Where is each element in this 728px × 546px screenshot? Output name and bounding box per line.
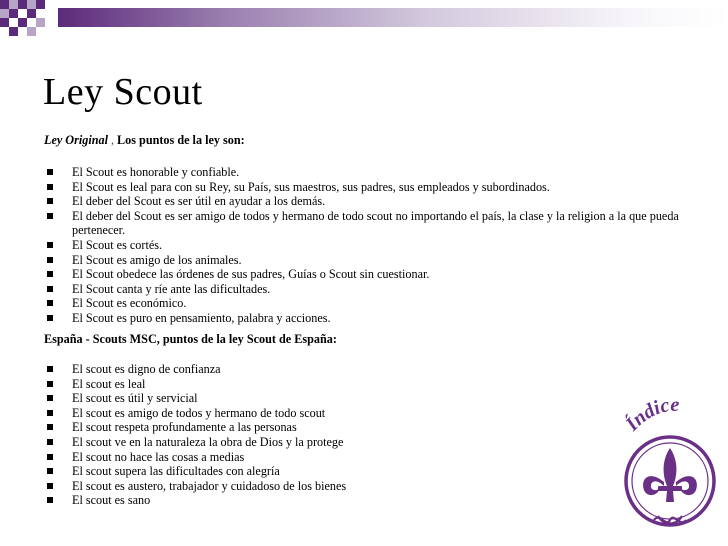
bullet-icon xyxy=(47,483,53,489)
header-gradient-bar xyxy=(58,8,728,27)
bullet-icon xyxy=(47,424,53,430)
index-link-label: Índice xyxy=(621,393,680,436)
list-item: El scout es sano xyxy=(44,493,694,508)
bullet-icon xyxy=(47,271,53,277)
index-link-button[interactable] xyxy=(614,386,724,536)
bullet-icon xyxy=(47,286,53,292)
list-item: El scout supera las dificultades con alegría xyxy=(44,464,694,479)
section1-heading-italic: Ley Original xyxy=(44,133,108,147)
bullet-icon xyxy=(47,315,53,321)
fleur-de-lis-icon xyxy=(643,448,697,502)
section1-heading-text: Los puntos de la ley son: xyxy=(117,133,245,147)
list-item: El scout ve en la naturaleza la obra de Dios y la protege xyxy=(44,435,694,450)
list-item: El Scout es leal para con su Rey, su País, sus maestros, sus padres, sus empleados y subordinados. xyxy=(44,180,694,195)
list-item: El deber del Scout es ser amigo de todos y hermano de todo scout no importando el país, la clase y la religion a la que pueda pertenecer. xyxy=(44,209,694,238)
list-item: El scout es útil y servicial xyxy=(44,391,694,406)
section2-heading: España - Scouts MSC, puntos de la ley Scout de España: xyxy=(44,332,337,346)
slide-title: Ley Scout xyxy=(43,71,203,113)
section2-list xyxy=(44,362,694,508)
bullet-icon xyxy=(47,169,53,175)
list-item: El Scout es cortés. xyxy=(44,238,694,253)
bullet-icon xyxy=(47,213,53,219)
list-item: El scout es digno de confianza xyxy=(44,362,694,377)
bullet-icon xyxy=(47,454,53,460)
bullet-icon xyxy=(47,184,53,190)
list-item: El Scout es amigo de los animales. xyxy=(44,253,694,268)
list-item: El deber del Scout es ser útil en ayudar a los demás. xyxy=(44,194,694,209)
list-item: El scout es austero, trabajador y cuidadoso de los bienes xyxy=(44,479,694,494)
bullet-icon xyxy=(47,395,53,401)
list-item: El scout no hace las cosas a medias xyxy=(44,450,694,465)
list-item: El Scout canta y ríe ante las dificultades. xyxy=(44,282,694,297)
bullet-icon xyxy=(47,366,53,372)
bullet-icon xyxy=(47,257,53,263)
bullet-icon xyxy=(47,468,53,474)
section1-heading xyxy=(44,133,245,148)
bullet-icon xyxy=(47,410,53,416)
bullet-icon xyxy=(47,497,53,503)
list-item: El scout es leal xyxy=(44,377,694,392)
bullet-icon xyxy=(47,300,53,306)
bullet-icon xyxy=(47,439,53,445)
list-item: El Scout obedece las órdenes de sus padres, Guías o Scout sin cuestionar. xyxy=(44,267,694,282)
list-item: El Scout es honorable y confiable. xyxy=(44,165,694,180)
bullet-icon xyxy=(47,242,53,248)
list-item: El scout respeta profundamente a las personas xyxy=(44,420,694,435)
list-item: El Scout es puro en pensamiento, palabra y acciones. xyxy=(44,311,694,326)
list-item: El Scout es económico. xyxy=(44,296,694,311)
bullet-icon xyxy=(47,381,53,387)
section1-list xyxy=(44,165,694,326)
section1-heading-separator: , xyxy=(110,133,115,147)
bullet-icon xyxy=(47,198,53,204)
list-item: El scout es amigo de todos y hermano de todo scout xyxy=(44,406,694,421)
